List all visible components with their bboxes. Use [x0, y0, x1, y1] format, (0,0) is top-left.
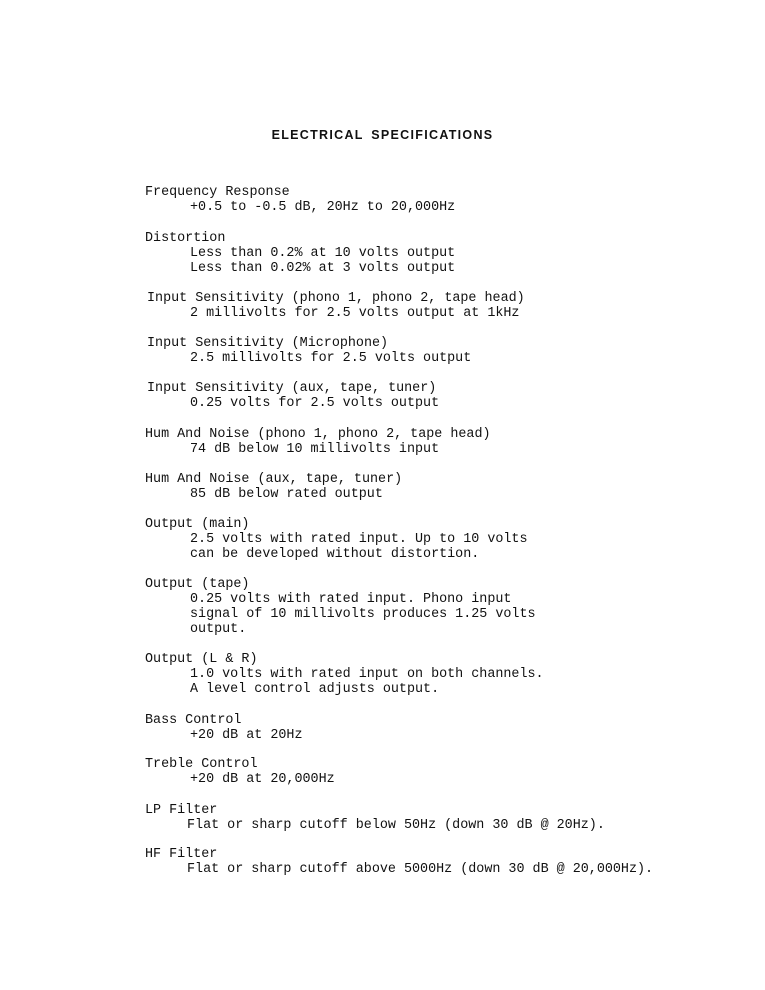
spec-heading: Input Sensitivity (phono 1, phono 2, tape head) [147, 291, 525, 306]
spec-input-sensitivity-phono [147, 291, 525, 321]
spec-line: 74 dB below 10 millivolts input [190, 442, 440, 457]
spec-bass-control [145, 713, 303, 743]
spec-line: +0.5 to -0.5 dB, 20Hz to 20,000Hz [190, 200, 456, 215]
spec-hum-noise-aux [145, 472, 402, 502]
spec-heading: HF Filter [145, 847, 218, 862]
spec-heading: LP Filter [145, 803, 218, 818]
spec-treble-control [145, 757, 335, 787]
spec-hf-filter [145, 847, 653, 877]
spec-heading: Treble Control [145, 757, 258, 772]
spec-line: Less than 0.02% at 3 volts output [190, 261, 456, 276]
spec-heading: Output (L & R) [145, 652, 258, 667]
spec-line: 2 millivolts for 2.5 volts output at 1kHz [190, 306, 520, 321]
spec-heading: Bass Control [145, 713, 242, 728]
spec-line: A level control adjusts output. [190, 682, 440, 697]
spec-line: 2.5 volts with rated input. Up to 10 volts [190, 532, 528, 547]
spec-line: 85 dB below rated output [190, 487, 383, 502]
spec-frequency-response [145, 185, 455, 215]
spec-hum-noise-phono [145, 427, 491, 457]
spec-heading: Input Sensitivity (Microphone) [147, 336, 389, 351]
spec-line: 0.25 volts for 2.5 volts output [190, 396, 440, 411]
spec-line: 2.5 millivolts for 2.5 volts output [190, 351, 472, 366]
spec-heading: Output (tape) [145, 577, 250, 592]
spec-heading: Hum And Noise (aux, tape, tuner) [145, 472, 403, 487]
spec-line: Less than 0.2% at 10 volts output [190, 246, 456, 261]
spec-distortion [145, 231, 455, 276]
spec-line: Flat or sharp cutoff above 5000Hz (down 30 dB @ 20,000Hz). [187, 862, 654, 877]
spec-heading: Input Sensitivity (aux, tape, tuner) [147, 381, 437, 396]
spec-heading: Output (main) [145, 517, 250, 532]
spec-line: Flat or sharp cutoff below 50Hz (down 30 dB @ 20Hz). [187, 818, 605, 833]
spec-heading: Hum And Noise (phono 1, phono 2, tape head) [145, 427, 491, 442]
spec-input-sensitivity-aux [147, 381, 439, 411]
spec-output-tape [145, 577, 536, 637]
page-title: ELECTRICAL SPECIFICATIONS [271, 128, 494, 142]
spec-line: 0.25 volts with rated input. Phono input [190, 592, 512, 607]
spec-input-sensitivity-microphone [147, 336, 471, 366]
spec-lp-filter [145, 803, 605, 833]
spec-line: +20 dB at 20,000Hz [190, 772, 335, 787]
spec-line: can be developed without distortion. [190, 547, 480, 562]
spec-line: output. [190, 622, 247, 637]
spec-line: signal of 10 millivolts produces 1.25 volts [190, 607, 536, 622]
spec-heading: Distortion [145, 231, 226, 246]
spec-output-main [145, 517, 528, 562]
spec-output-l-r [145, 652, 544, 697]
spec-line: 1.0 volts with rated input on both channels. [190, 667, 544, 682]
spec-heading: Frequency Response [145, 185, 290, 200]
spec-line: +20 dB at 20Hz [190, 728, 303, 743]
